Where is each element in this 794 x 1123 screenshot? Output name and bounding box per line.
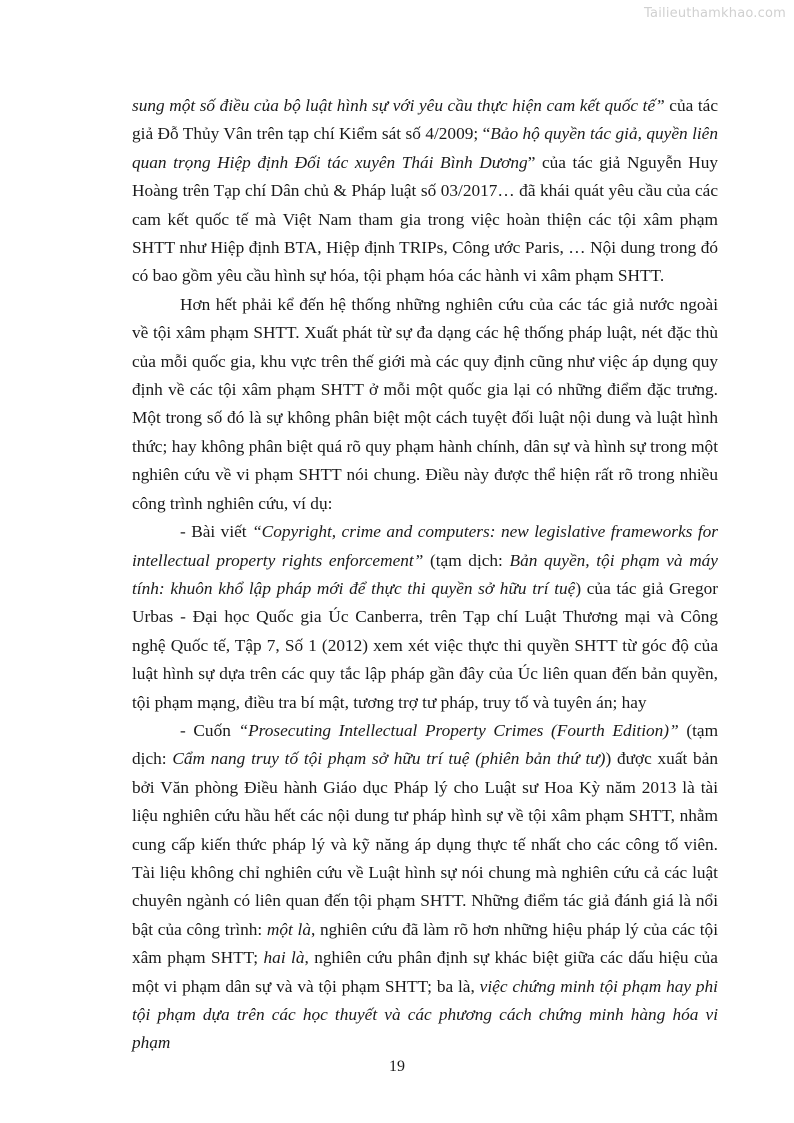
text-run: (tạm dịch: [132, 720, 719, 769]
text-run: (tạm dịch: [423, 550, 510, 570]
page-number: 19 [389, 1058, 405, 1075]
italic-run: hai là [263, 948, 305, 968]
text-run: ) được xuất bản bởi Văn phòng Điều hành Giáo dục Pháp lý cho Luật sư Hoa Kỳ năm 2013 là tài liệu nghiên cứu hầu hết các nội dung tư pháp hình sự về tội xâm phạm SHTT, nhằm cung cấp kiến thức pháp lý và kỹ năng áp dụng thực tế nhất cho các công tố viên. Tài liệu không chỉ nghiên cứu về Luật hình sự nói chung mà nghiên cứu cả các luật chuyên ngành có liên quan đến tội phạm SHTT. Những điểm tác giả đánh giá là nổi bật của công trình: [132, 749, 719, 939]
italic-run: một là [266, 919, 311, 939]
text-run: Hơn hết phải kể đến hệ thống những nghiên cứu của các tác giả nước ngoài về tội xâm phạm SHTT. Xuất phát từ sự đa dạng các hệ thống pháp luật, nét đặc thù của mỗi quốc gia, khu vực trên thế giới mà các quy định cũng như việc áp dụng quy định về các tội xâm phạm SHTT ở mỗi một quốc gia lại có những điểm đặc trưng. Một trong số đó là sự không phân biệt một cách tuyệt đối luật nội dung và luật hình thức; hay không phân biệt quá rõ quy phạm hành chính, dân sự và hình sự trong một nghiên cứu về vi phạm SHTT nói chung. Điều này được thể hiện rất rõ trong nhiều công trình nghiên cứu, ví dụ: [132, 294, 718, 513]
text-run: của tác giả Đỗ Thủy Vân trên tạp chí Kiểm sát số 4/2009; “ [132, 96, 718, 144]
italic-run: Cẩm nang truy tố tội phạm sở hữu trí tuệ (phiên bản thứ tư) [172, 749, 606, 769]
italic-run: “Prosecuting Intellectual Property Crimes (Fourth Edition)” [238, 720, 679, 740]
italic-run: Bản quyền, tội phạm và máy tính: khuôn khổ lập pháp mới để thực thi quyền sở hữu trí tuệ [132, 550, 718, 598]
italic-run: việc chứng minh tội phạm hay phi tội phạm dựa trên các học thuyết và các phương cách chứng minh hàng hóa vi phạm [132, 976, 718, 1053]
text-run: , nghiên cứu phân định sự khác biệt giữa các dấu hiệu của một vi phạm dân sự và và tội phạm SHTT [132, 948, 718, 996]
italic-run: sung một số điều của bộ luật hình sự với yêu cầu thực hiện cam kết quốc tế” [132, 96, 665, 115]
text-run: ” của tác giả Nguyễn Huy Hoàng trên Tạp chí Dân chủ & Pháp luật số 03/2017… đã khái quát yêu cầu của các cam kết quốc tế mà Việt Nam tham gia trong việc hoàn thiện các tội xâm phạm SHTT như Hiệp định BTA, Hiệp định TRIPs, Công ước Paris, … Nội dung trong đó có bao gồm yêu cầu hình sự hóa, tội phạm hóa các hành vi xâm phạm SHTT. [132, 152, 719, 286]
text-run: ; ba là, [427, 976, 475, 996]
document-body [132, 92, 718, 1058]
paragraph-1 [132, 92, 718, 291]
watermark-text: Tailieuthamkhao.com [644, 6, 786, 21]
italic-run: “Copyright, crime and computers: new legislative frameworks for intellectual property rights enforcement” [132, 522, 718, 570]
text-run: , nghiên cứu đã làm rõ hơn những hiệu pháp lý của các tội xâm phạm SHTT; [132, 919, 718, 968]
paragraph-2 [132, 291, 718, 518]
paragraph-3 [132, 518, 718, 717]
italic-run: Bảo hộ quyền tác giả, quyền liên quan trọng Hiệp định Đối tác xuyên Thái Bình Dương [132, 124, 718, 172]
text-run: - Cuốn [180, 720, 239, 740]
text-run: ) của tác giả Gregor Urbas - Đại học Quốc gia Úc Canberra, trên Tạp chí Luật Thương mại và Công nghệ Quốc tế, Tập 7, Số 1 (2012) xem xét việc thực thi quyền SHTT từ góc độ của luật hình sự dựa trên các quy tắc lập pháp gần đây của Úc liên quan đến bản quyền, tội phạm mạng, điều tra bí mật, tương trợ tư pháp, truy tố và tuyên án; hay [132, 578, 718, 712]
text-run: - Bài viết [180, 522, 253, 542]
paragraph-4 [132, 717, 718, 1058]
